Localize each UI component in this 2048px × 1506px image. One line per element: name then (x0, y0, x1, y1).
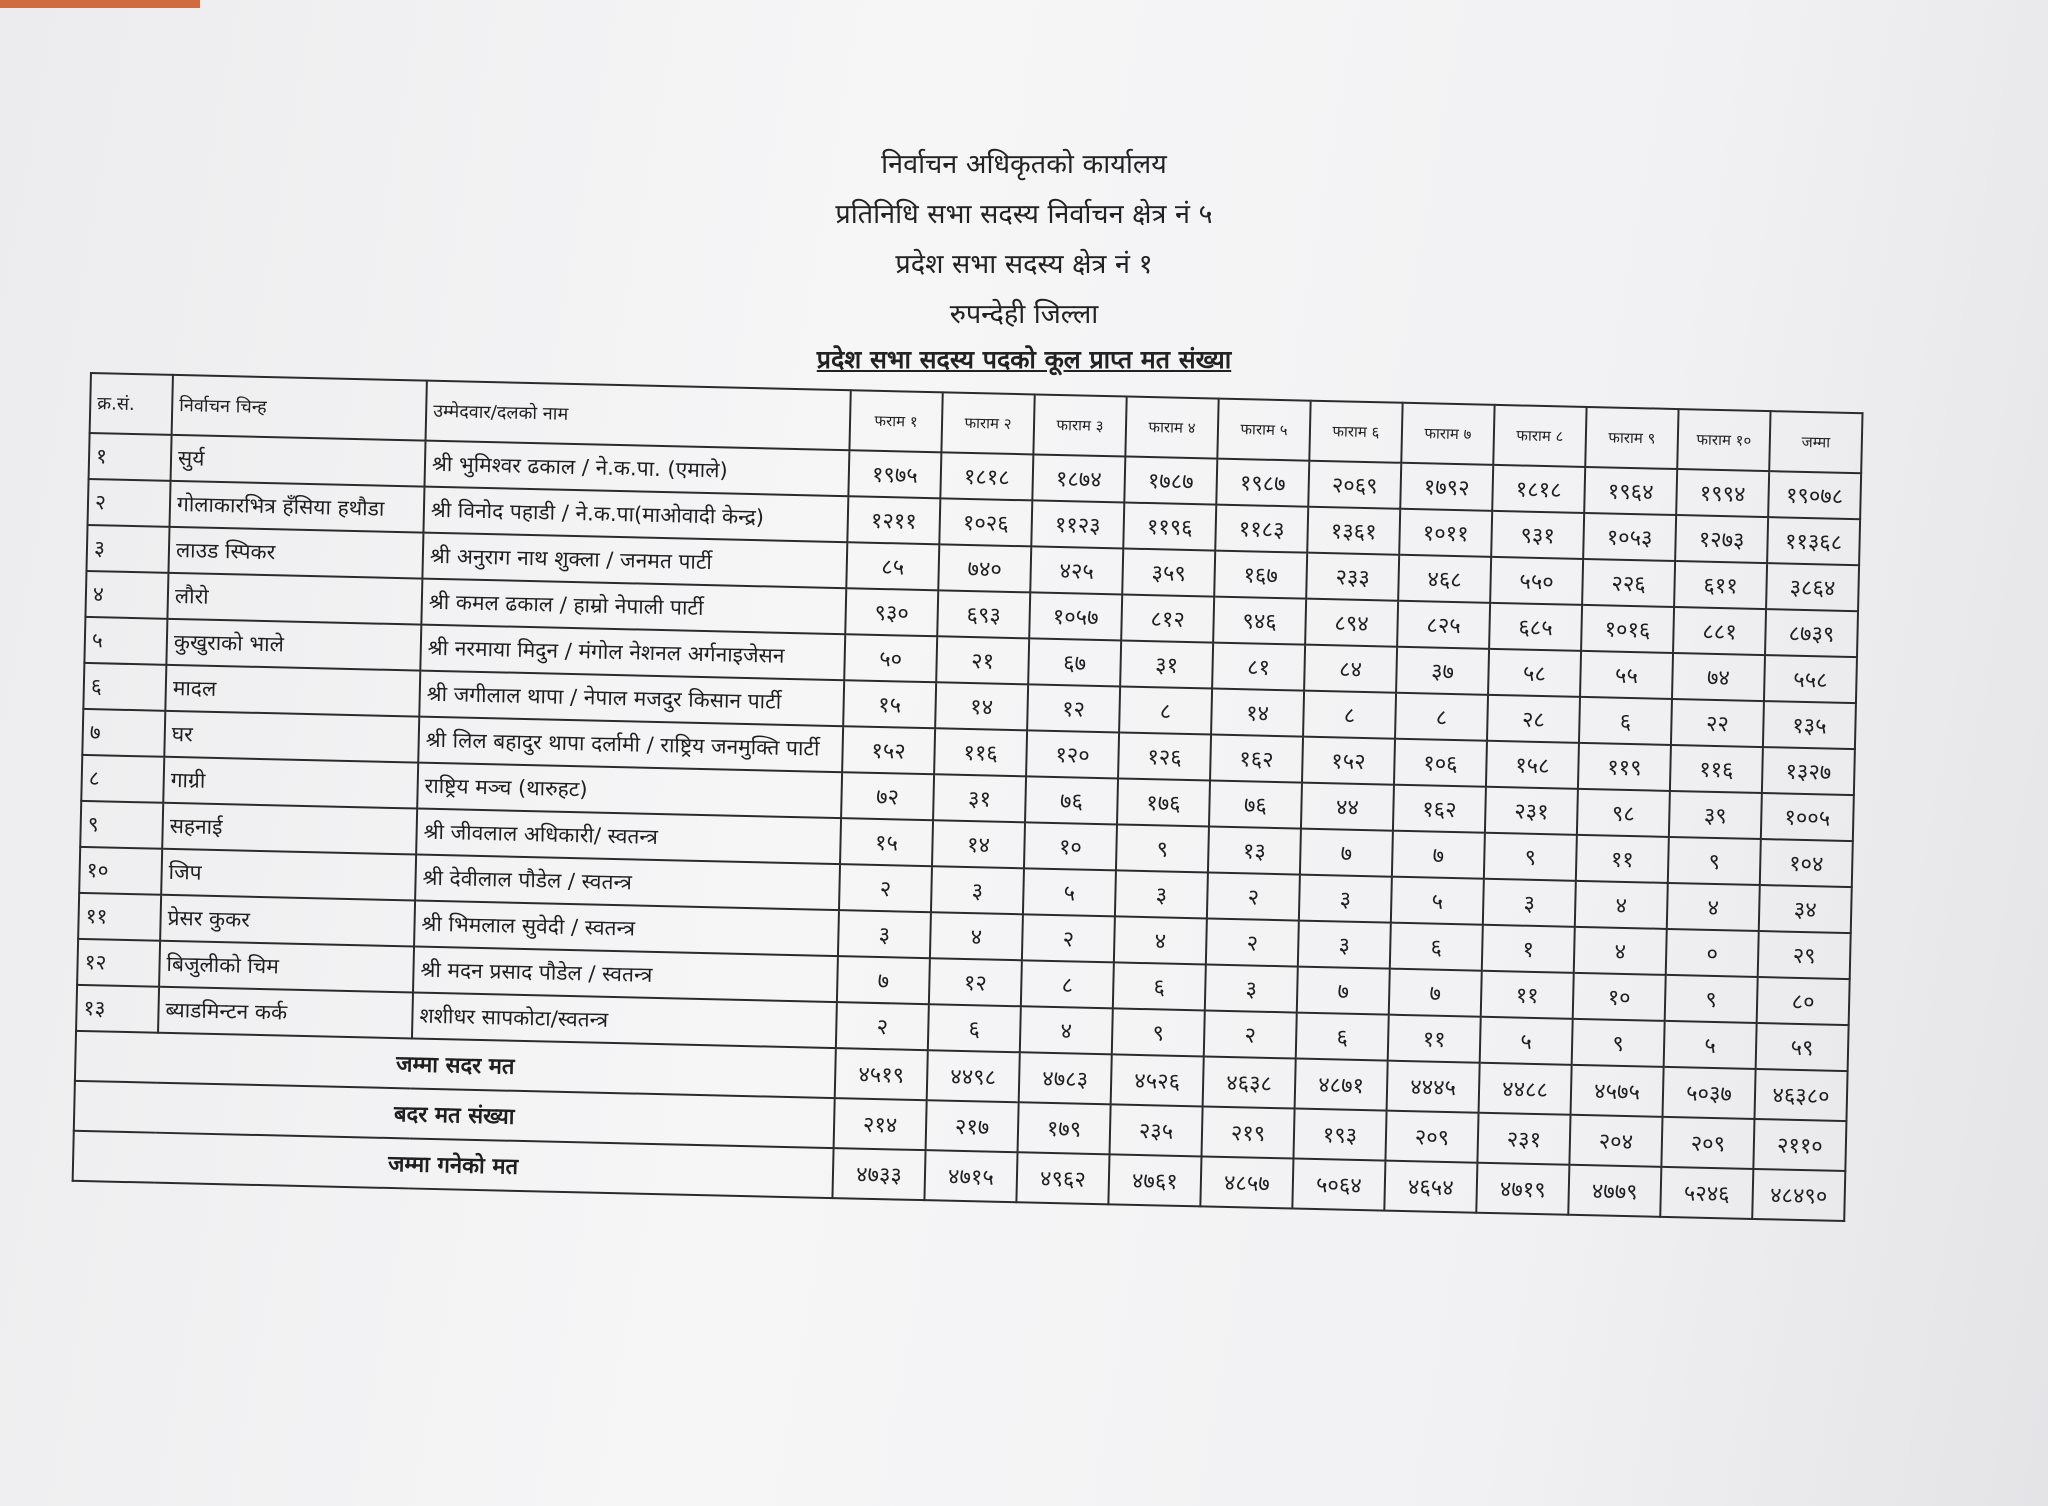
row-vote-form-4: ६ (1113, 962, 1206, 1010)
col-form-4: फाराम ४ (1125, 397, 1218, 459)
row-vote-form-5: २ (1206, 918, 1299, 966)
row-vote-form-10: २२ (1671, 699, 1764, 747)
row-symbol: सहनाई (162, 803, 417, 855)
row-vote-form-1: ३ (838, 910, 931, 958)
summary-form-2: ४७१५ (924, 1150, 1017, 1202)
row-vote-form-2: ६ (928, 1004, 1021, 1052)
row-symbol: कुखुराको भाले (166, 619, 421, 671)
row-sn: २ (88, 479, 171, 527)
row-vote-form-4: ३१ (1120, 640, 1213, 688)
row-vote-form-10: १२७३ (1675, 515, 1768, 563)
row-vote-form-4: १२६ (1118, 732, 1211, 780)
row-vote-form-9: १० (1573, 973, 1666, 1021)
row-candidate: राष्ट्रिय मञ्च (थारुहट) (417, 763, 842, 819)
row-vote-form-4: ११९६ (1123, 502, 1216, 550)
constituency-title: प्रतिनिधि सभा सदस्य निर्वाचन क्षेत्र नं ५ (835, 199, 1213, 230)
summary-form-2: ४४९८ (927, 1050, 1020, 1102)
row-vote-form-5: ११८३ (1215, 505, 1308, 553)
row-vote-form-10: ० (1666, 929, 1759, 977)
row-vote-form-1: ७ (837, 956, 930, 1004)
row-vote-form-2: १४ (935, 682, 1028, 730)
row-total: ३८६४ (1766, 563, 1859, 611)
row-symbol: गाग्री (163, 757, 418, 809)
summary-form-10: ५२४६ (1660, 1167, 1753, 1219)
row-vote-form-2: ७४० (938, 544, 1031, 592)
row-vote-form-7: १०६ (1394, 739, 1487, 787)
row-vote-form-3: ४ (1020, 1006, 1113, 1054)
row-sn: ११ (78, 893, 161, 941)
summary-total: ४८४९० (1752, 1169, 1845, 1221)
row-vote-form-9: ११९ (1578, 743, 1671, 791)
row-vote-form-5: ७६ (1209, 781, 1302, 829)
row-vote-form-1: २ (836, 1002, 929, 1050)
summary-form-7: ४४४५ (1387, 1061, 1480, 1113)
summary-form-5: ४६३८ (1203, 1056, 1296, 1108)
row-vote-form-9: १०५३ (1583, 513, 1676, 561)
row-vote-form-5: १६२ (1210, 735, 1303, 783)
row-vote-form-3: १२० (1026, 730, 1119, 778)
row-vote-form-3: ८ (1021, 960, 1114, 1008)
row-vote-form-5: १९८७ (1216, 459, 1309, 507)
summary-form-4: ४७६१ (1108, 1154, 1201, 1206)
row-vote-form-8: ९३१ (1491, 511, 1584, 559)
row-vote-form-7: १७९२ (1400, 463, 1493, 511)
row-vote-form-2: ६९३ (937, 590, 1030, 638)
row-vote-form-6: २०६९ (1308, 461, 1401, 509)
results-table (72, 372, 1864, 1222)
row-vote-form-9: ९ (1572, 1019, 1665, 1067)
row-vote-form-8: २८ (1487, 695, 1580, 743)
row-vote-form-3: १८७४ (1032, 454, 1125, 502)
row-total: ११३६८ (1767, 517, 1860, 565)
row-candidate: श्री कमल ढकाल / हाम्रो नेपाली पार्टी (421, 579, 846, 635)
row-total: १३२७ (1762, 747, 1855, 795)
summary-label: जम्मा सदर मत (75, 1031, 836, 1098)
row-candidate: शशीधर सापकोटा/स्वतन्त्र (412, 992, 837, 1048)
row-vote-form-4: ८१२ (1121, 594, 1214, 642)
row-symbol: बिजुलीको चिम (159, 941, 414, 993)
row-vote-form-6: ६ (1296, 1013, 1389, 1061)
row-vote-form-8: ११ (1481, 971, 1574, 1019)
row-vote-form-2: १८१८ (940, 452, 1033, 500)
row-vote-form-1: ५० (844, 634, 937, 682)
row-vote-form-2: ३ (931, 866, 1024, 914)
summary-form-9: ४७७९ (1568, 1165, 1661, 1217)
row-candidate: श्री जगीलाल थापा / नेपाल मजदुर किसान पार्टी (419, 671, 844, 727)
row-vote-form-7: ८२५ (1397, 601, 1490, 649)
row-vote-form-10: ९ (1668, 837, 1761, 885)
summary-form-8: ४७१९ (1476, 1163, 1569, 1215)
row-sn: १० (79, 847, 162, 895)
candidate-rows (76, 433, 1861, 1071)
row-vote-form-4: ३ (1115, 870, 1208, 918)
col-candidate: उम्मेदवार/दलको नाम (426, 381, 851, 451)
summary-form-3: ४९६२ (1016, 1152, 1109, 1204)
row-total: १३५ (1763, 701, 1856, 749)
row-vote-form-4: १७६ (1117, 778, 1210, 826)
col-form-2: फाराम २ (941, 392, 1034, 454)
col-form-7: फाराम ७ (1401, 403, 1494, 465)
row-vote-form-8: ३ (1483, 879, 1576, 927)
row-vote-form-1: १९७५ (848, 450, 941, 498)
summary-form-8: ४४८८ (1479, 1063, 1572, 1115)
row-vote-form-6: ४४ (1301, 783, 1394, 831)
row-symbol: जिप (161, 849, 416, 901)
row-vote-form-1: १२११ (847, 496, 940, 544)
summary-form-10: २०९ (1661, 1117, 1754, 1169)
row-vote-form-2: १०२६ (939, 498, 1032, 546)
province-constituency-title: प्रदेश सभा सदस्य क्षेत्र नं १ (895, 249, 1153, 280)
col-form-9: फाराम ९ (1585, 407, 1678, 469)
row-vote-form-4: ३५९ (1122, 548, 1215, 596)
col-form-8: फाराम ८ (1493, 405, 1586, 467)
row-vote-form-4: ८ (1119, 686, 1212, 734)
row-vote-form-4: ४ (1114, 916, 1207, 964)
row-symbol: घर (164, 711, 419, 763)
row-vote-form-8: २३१ (1485, 787, 1578, 835)
col-form-10: फाराम १० (1677, 409, 1770, 471)
row-vote-form-3: १० (1024, 822, 1117, 870)
row-vote-form-5: १६७ (1214, 551, 1307, 599)
row-sn: ६ (83, 663, 166, 711)
row-vote-form-3: ११२३ (1031, 500, 1124, 548)
row-vote-form-8: ५८ (1488, 649, 1581, 697)
row-vote-form-8: १८१८ (1492, 465, 1585, 513)
row-vote-form-5: २ (1207, 872, 1300, 920)
summary-form-8: २३१ (1477, 1113, 1570, 1165)
row-vote-form-3: ५ (1023, 868, 1116, 916)
row-vote-form-7: ७ (1389, 969, 1482, 1017)
row-vote-form-8: ९ (1484, 833, 1577, 881)
row-vote-form-7: ७ (1392, 831, 1485, 879)
row-vote-form-9: ४ (1575, 881, 1668, 929)
row-vote-form-10: ४ (1667, 883, 1760, 931)
row-vote-form-1: २ (839, 864, 932, 912)
row-vote-form-9: १०१६ (1581, 605, 1674, 653)
row-vote-form-9: १९६४ (1584, 467, 1677, 515)
row-total: २९ (1758, 931, 1851, 979)
row-sn: ५ (84, 617, 167, 665)
summary-form-3: ४७८३ (1019, 1052, 1112, 1104)
row-vote-form-8: ५५० (1490, 557, 1583, 605)
row-vote-form-8: ५ (1480, 1017, 1573, 1065)
summary-form-5: २१९ (1201, 1106, 1294, 1158)
row-vote-form-10: ६११ (1674, 561, 1767, 609)
row-vote-form-5: ८१ (1212, 643, 1305, 691)
row-vote-form-2: १४ (932, 820, 1025, 868)
corner-mark (0, 0, 200, 8)
row-vote-form-6: ३ (1299, 875, 1392, 923)
summary-form-6: १९३ (1293, 1109, 1386, 1161)
row-vote-form-6: १३६१ (1307, 507, 1400, 555)
summary-form-5: ४८५७ (1200, 1156, 1293, 1208)
summary-label: जम्मा गनेको मत (73, 1131, 834, 1198)
row-vote-form-9: ११ (1576, 835, 1669, 883)
row-vote-form-9: ५५ (1580, 651, 1673, 699)
row-vote-form-8: १ (1482, 925, 1575, 973)
document-header (0, 140, 2048, 380)
row-vote-form-6: ७ (1297, 967, 1390, 1015)
col-sn: क्र.सं. (90, 373, 173, 435)
summary-form-6: ५०६४ (1292, 1159, 1385, 1211)
row-vote-form-7: ८ (1395, 693, 1488, 741)
col-form-1: फराम १ (849, 390, 942, 452)
row-vote-form-1: ९३० (845, 588, 938, 636)
row-vote-form-6: ७ (1300, 829, 1393, 877)
row-candidate: श्री अनुराग नाथ शुक्ला / जनमत पार्टी (422, 533, 847, 589)
row-vote-form-6: ८४ (1304, 645, 1397, 693)
row-vote-form-6: ३ (1298, 921, 1391, 969)
row-symbol: मादल (165, 665, 420, 717)
col-symbol: निर्वाचन चिन्ह (172, 375, 427, 441)
row-symbol: लाउड स्पिकर (168, 527, 423, 579)
row-vote-form-10: १९९४ (1676, 469, 1769, 517)
row-total: ८७३९ (1765, 609, 1858, 657)
row-vote-form-7: ५ (1391, 877, 1484, 925)
row-vote-form-5: ३ (1205, 964, 1298, 1012)
row-vote-form-3: १०५७ (1029, 592, 1122, 640)
summary-form-3: १७९ (1018, 1102, 1111, 1154)
summary-form-1: २१४ (834, 1098, 927, 1150)
summary-form-9: २०४ (1569, 1115, 1662, 1167)
row-vote-form-3: ४२५ (1030, 546, 1123, 594)
summary-form-1: ४५१९ (835, 1048, 928, 1100)
summary-label: बदर मत संख्या (74, 1081, 835, 1148)
row-symbol: सुर्य (171, 435, 426, 487)
row-symbol: प्रेसर कुकर (160, 895, 415, 947)
row-candidate: श्री मदन प्रसाद पौडेल / स्वतन्त्र (413, 946, 838, 1002)
row-sn: १२ (77, 939, 160, 987)
row-vote-form-5: १४ (1211, 689, 1304, 737)
row-vote-form-10: ८८१ (1673, 607, 1766, 655)
col-form-6: फाराम ६ (1309, 401, 1402, 463)
row-sn: ४ (85, 571, 168, 619)
district-title: रुपन्देही जिल्ला (949, 299, 1099, 330)
summary-total: २११० (1753, 1119, 1846, 1171)
row-vote-form-1: १५२ (842, 726, 935, 774)
row-vote-form-8: ६८५ (1489, 603, 1582, 651)
row-candidate: श्री भुमिश्वर ढकाल / ने.क.पा. (एमाले) (424, 441, 849, 497)
row-vote-form-3: ७६ (1025, 776, 1118, 824)
row-candidate: श्री जीवलाल अधिकारी/ स्वतन्त्र (416, 809, 841, 865)
row-vote-form-7: ६ (1390, 923, 1483, 971)
row-vote-form-3: ६७ (1028, 638, 1121, 686)
row-vote-form-3: २ (1022, 914, 1115, 962)
row-vote-form-7: १०११ (1399, 509, 1492, 557)
row-vote-form-7: ३७ (1396, 647, 1489, 695)
row-vote-form-6: १५२ (1302, 737, 1395, 785)
row-sn: ३ (86, 525, 169, 573)
col-form-5: फाराम ५ (1217, 399, 1310, 461)
row-vote-form-9: ६ (1579, 697, 1672, 745)
row-vote-form-4: ९ (1112, 1008, 1205, 1056)
summary-form-4: ४५२६ (1111, 1054, 1204, 1106)
summary-form-2: २१७ (926, 1100, 1019, 1152)
row-total: ५५८ (1764, 655, 1857, 703)
row-vote-form-6: ८९४ (1305, 599, 1398, 647)
summary-form-1: ४७३३ (832, 1148, 925, 1200)
row-vote-form-5: १३ (1208, 827, 1301, 875)
row-symbol: गोलाकारभित्र हँसिया हथौडा (170, 481, 425, 533)
row-vote-form-10: ३९ (1669, 791, 1762, 839)
row-vote-form-7: ४६८ (1398, 555, 1491, 603)
row-vote-form-9: ९८ (1577, 789, 1670, 837)
row-candidate: श्री नरमाया मिदुन / मंगोल नेशनल अर्गनाइजेसन (420, 625, 845, 681)
row-vote-form-10: ५ (1664, 1021, 1757, 1069)
row-vote-form-2: २१ (936, 636, 1029, 684)
row-candidate: श्री भिमलाल सुवेदी / स्वतन्त्र (414, 901, 839, 957)
row-vote-form-10: ११६ (1670, 745, 1763, 793)
row-total: १०४ (1760, 839, 1853, 887)
row-vote-form-4: ९ (1116, 824, 1209, 872)
row-vote-form-9: ४ (1574, 927, 1667, 975)
summary-form-9: ४५७५ (1571, 1065, 1664, 1117)
row-vote-form-6: ८ (1303, 691, 1396, 739)
row-total: १९०७८ (1768, 471, 1861, 519)
row-vote-form-10: ९ (1665, 975, 1758, 1023)
row-vote-form-1: १५ (843, 680, 936, 728)
col-total: जम्मा (1769, 411, 1862, 473)
row-vote-form-8: १५८ (1486, 741, 1579, 789)
summary-form-10: ५०३७ (1663, 1067, 1756, 1119)
row-vote-form-5: २ (1204, 1010, 1297, 1058)
results-table-wrapper (72, 372, 1864, 1222)
row-vote-form-10: ७४ (1672, 653, 1765, 701)
row-candidate: श्री लिल बहादुर थापा दर्लामी / राष्ट्रिय जनमुक्ति पार्टी (418, 717, 843, 773)
row-vote-form-1: १५ (840, 818, 933, 866)
col-form-3: फाराम ३ (1033, 394, 1126, 456)
row-symbol: ब्याडमिन्टन कर्क (158, 987, 413, 1039)
row-vote-form-7: ११ (1388, 1015, 1481, 1063)
row-vote-form-1: ७२ (841, 772, 934, 820)
row-sn: ९ (80, 801, 163, 849)
row-vote-form-2: ४ (930, 912, 1023, 960)
summary-form-7: ४६५४ (1384, 1161, 1477, 1213)
row-vote-form-2: ११६ (934, 728, 1027, 776)
row-candidate: श्री विनोद पहाडी / ने.क.पा(माओवादी केन्द्र) (423, 487, 848, 543)
summary-total: ४६३८० (1754, 1069, 1847, 1121)
row-total: १००५ (1761, 793, 1854, 841)
row-vote-form-7: १६२ (1393, 785, 1486, 833)
row-vote-form-3: १२ (1027, 684, 1120, 732)
row-vote-form-2: ३१ (933, 774, 1026, 822)
row-vote-form-1: ८५ (846, 542, 939, 590)
row-sn: ७ (82, 709, 165, 757)
row-vote-form-4: १७८७ (1124, 457, 1217, 505)
office-title: निर्वाचन अधिकृतको कार्यालय (881, 149, 1167, 180)
row-candidate: श्री देवीलाल पौडेल / स्वतन्त्र (415, 855, 840, 911)
summary-form-7: २०९ (1385, 1111, 1478, 1163)
row-sn: ८ (81, 755, 164, 803)
row-total: ३४ (1759, 885, 1852, 933)
summary-form-4: २३५ (1110, 1104, 1203, 1156)
row-total: ५९ (1756, 1023, 1849, 1071)
row-total: ८० (1757, 977, 1850, 1025)
row-vote-form-9: २२६ (1582, 559, 1675, 607)
row-vote-form-5: ९४६ (1213, 597, 1306, 645)
row-vote-form-2: १२ (929, 958, 1022, 1006)
row-sn: १३ (76, 985, 159, 1033)
table-subtitle: प्रदेश सभा सदस्य पदको कूल प्राप्त मत संख्या (816, 345, 1232, 374)
summary-form-6: ४८७१ (1295, 1059, 1388, 1111)
row-sn: १ (89, 433, 172, 481)
row-symbol: लौरो (167, 573, 422, 625)
row-vote-form-6: २३३ (1306, 553, 1399, 601)
